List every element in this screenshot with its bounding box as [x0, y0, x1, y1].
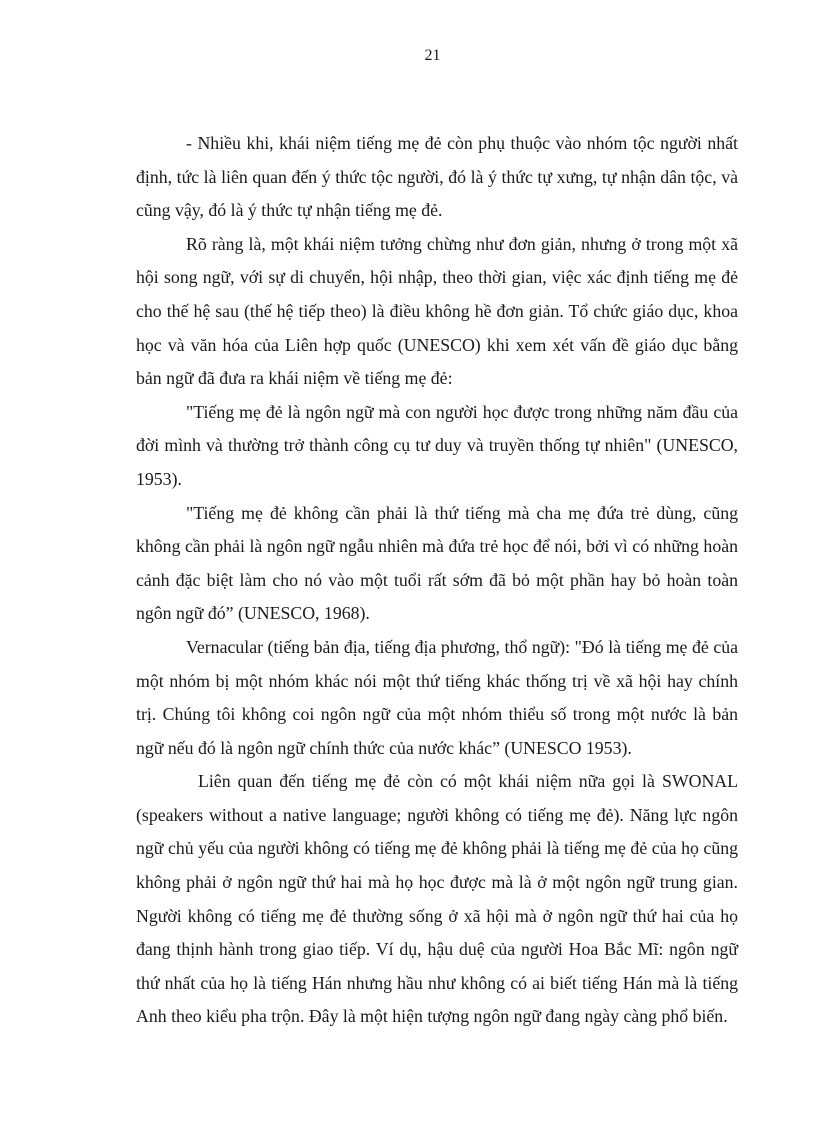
paragraph-swonal: Liên quan đến tiếng mẹ đẻ còn có một khái niệm nữa gọi là SWONAL (speakers without a native language; người không có tiếng mẹ đẻ). Năng lực ngôn ngữ chủ yếu của người không có tiếng mẹ đẻ không phải là tiếng mẹ đẻ của họ cũng không phải ở ngôn ngữ thứ hai mà họ học được mà là ở một ngôn ngữ trung gian. Người không có tiếng mẹ đẻ thường sống ở xã hội mà ở ngôn ngữ thứ hai của họ đang thịnh hành trong giao tiếp. Ví dụ, hậu duệ của người Hoa Bắc Mĩ: ngôn ngữ thứ nhất của họ là tiếng Hán nhưng hầu như không có ai biết tiếng Hán mà là tiếng Anh theo kiểu pha trộn. Đây là một hiện tượng ngôn ngữ đang ngày càng phổ biến.: [136, 771, 738, 1027]
body-text: [136, 127, 738, 1034]
paragraph-tieng-me-de-toc-nguoi: - Nhiều khi, khái niệm tiếng mẹ đẻ còn phụ thuộc vào nhóm tộc người nhất định, tức là liên quan đến ý thức tộc người, đó là ý thức tự xưng, tự nhận dân tộc, và cũng vậy, đó là ý thức tự nhận tiếng mẹ đẻ.: [136, 133, 738, 221]
paragraph-vernacular: Vernacular (tiếng bản địa, tiếng địa phương, thổ ngữ): "Đó là tiếng mẹ đẻ của một nhóm bị một nhóm khác nói một thứ tiếng khác thống trị về xã hội hay chính trị. Chúng tôi không coi ngôn ngữ của một nhóm thiểu số trong một nước là bản ngữ nếu đó là ngôn ngữ chính thức của nước khác” (UNESCO 1953).: [136, 636, 738, 758]
paragraph-unesco-1953-quote: "Tiếng mẹ đẻ là ngôn ngữ mà con người học được trong những năm đầu của đời mình và thường trở thành công cụ tư duy và truyền thống tự nhiên" (UNESCO, 1953).: [136, 401, 738, 489]
page-number: 21: [424, 47, 441, 64]
paragraph-xa-hoi-song-ngu: Rõ ràng là, một khái niệm tưởng chừng như đơn giản, nhưng ở trong một xã hội song ngữ, với sự di chuyển, hội nhập, theo thời gian, việc xác định tiếng mẹ đẻ cho thế hệ sau (thế hệ tiếp theo) là điều không hề đơn giản. Tổ chức giáo dục, khoa học và văn hóa của Liên hợp quốc (UNESCO) khi xem xét vấn đề giáo dục bằng bản ngữ đã đưa ra khái niệm về tiếng mẹ đẻ:: [136, 233, 738, 389]
paragraph-unesco-1968-quote: "Tiếng mẹ đẻ không cần phải là thứ tiếng mà cha mẹ đứa trẻ dùng, cũng không cần phải là ngôn ngữ ngẫu nhiên mà đứa trẻ học để nói, bởi vì có những hoàn cảnh đặc biệt làm cho nó vào một tuổi rất sớm đã bỏ một phần hay bỏ hoàn toàn ngôn ngữ đó” (UNESCO, 1968).: [136, 502, 738, 624]
